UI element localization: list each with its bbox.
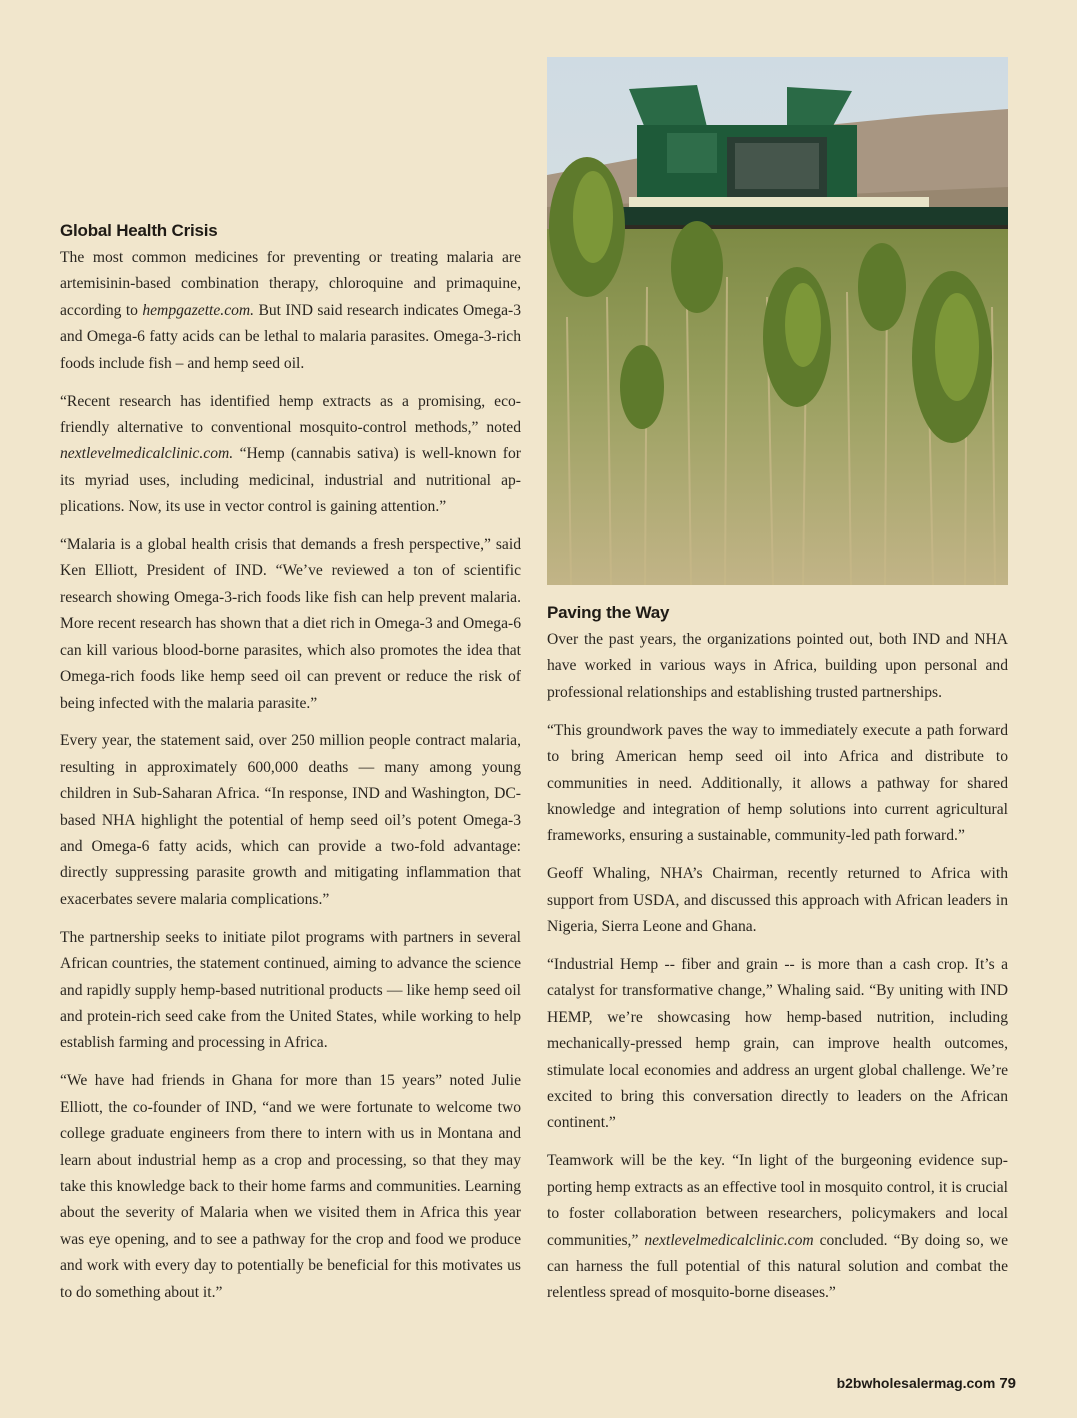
paragraph: “Industrial Hemp -- fiber and grain -- is more than a cash crop. It’s a catalyst for transformative change,” Whaling said. “By uniting with IND HEMP, we’re showcasing how hemp-based nutrition, including mechanically-pressed hemp grain, can improve health outcomes, stimulate local economies and address an urgent global challenge. We’re excited to bring this conversation directly to leaders on the African continent.” <box>547 955 1008 1132</box>
paragraph: Geoff Whaling, NHA’s Chairman, recently returned to Africa with support from USDA, and discussed this approach with African leaders in Nigeria, Sierra Leone and Ghana. <box>547 865 1008 936</box>
footer-site: b2bwholesalermag.com <box>836 1375 996 1391</box>
section-heading-paving-the-way: Paving the Way <box>547 603 670 622</box>
section-heading-global-health-crisis: Global Health Crisis <box>60 221 218 240</box>
left-column <box>60 219 521 1317</box>
paragraph: “This groundwork paves the way to immediately execute a path forward to bring American hemp seed oil into Africa and distribute to communities in need. Additionally, it allows a pathway for shared knowledge and integration of hemp solutions into current agricultural frameworks, ensuring a sustainable, community-led path forward.” <box>547 721 1008 845</box>
source-link-nextlevelmedicalclinic: nextlevelmedicalclinic.com <box>644 1231 814 1249</box>
paragraph: The most common medicines for preventing or treating malaria are artemisinin-based combination therapy, chloroquine and primaquine, according to hempgazette.com. But IND said research indicates Omega-3 and Omega-6 fatty acids can be lethal to malaria parasites. Omega-3-rich foods include fish – and hemp seed oil. <box>60 249 522 372</box>
hemp-harvest-photo <box>547 57 1008 585</box>
right-column <box>547 601 1008 1318</box>
paragraph: “Malaria is a global health crisis that demands a fresh perspective,” said Ken Elliott, President of IND. “We’ve reviewed a ton of scientific research showing Omega-3-rich foods like fish can help prevent malaria. More recent research has shown that a diet rich in Omega-3 and Omega-6 can kill various blood-borne parasites, which also promotes the idea that Omega-rich foods like hemp seed oil can prevent or reduce the risk of being infected with the malaria parasite.” <box>60 536 521 712</box>
paragraph: The partnership seeks to initiate pilot programs with partners in several African countries, the statement continued, aiming to advance the science and rapidly supply hemp-based nutritional products — like hemp seed oil and protein-rich seed cake from the United States, while working to help establish farming and processing in Africa. <box>60 928 521 1052</box>
paragraph: Over the past years, the organizations pointed out, both IND and NHA have worked in various ways in Africa, building upon personal and professional relationships and establishing trusted partnerships. <box>547 631 1008 701</box>
harvester-field-illustration <box>547 57 1008 585</box>
source-link-hempgazette: hempgazette.com. <box>142 301 255 319</box>
page-number: 79 <box>999 1375 1016 1392</box>
paragraph: Teamwork will be the key. “In light of the burgeoning evidence supporting hemp extracts as an effective tool in mosquito control, it is crucial to foster collaboration between researchers, policymakers and local communities,” nextlevelmedicalclinic.com concluded. “By doing so, we can harness the full potential of this natural solution and combat the relentless spread of mosquito-borne diseases.” <box>547 1152 1008 1302</box>
paragraph: “Recent research has identified hemp extracts as a promising, eco-friendly alternative to conventional mosquito-control methods,” noted nextlevelmedicalclinic.com. “Hemp (cannabis sativa) is well-known for its myriad uses, including medicinal, industrial and nutritional applications. Now, its use in vector control is gaining attention.” <box>60 392 521 516</box>
paragraph: “We have had friends in Ghana for more than 15 years” noted Julie Elliott, the co-founder of IND, “and we were fortunate to welcome two college graduate engineers from there to intern with us in Montana and learn about industrial hemp as a crop and processing, so that they may take this knowledge back to their home farms and communities. Learning about the severity of Malaria when we visited them in Africa this year was eye opening, and to see a pathway for the crop and food we produce and work with every day to potentially be beneficial for this motivates us to do something about it.” <box>60 1072 521 1301</box>
paragraph: Every year, the statement said, over 250 million people contract malaria, resulting in approximately 600,000 deaths — many among young children in Sub-Saharan Africa. “In response, IND and Washington, DC-based NHA highlight the potential of hemp seed oil’s potent Omega-3 and Omega-6 fatty acids, which can provide a two-fold advantage: directly suppressing parasite growth and mitigating inflammation that exacerbates severe malaria complications.” <box>60 732 521 908</box>
source-link-nextlevelmedicalclinic: nextlevelmedicalclinic.com. <box>60 445 234 463</box>
page-footer <box>837 1375 1016 1392</box>
